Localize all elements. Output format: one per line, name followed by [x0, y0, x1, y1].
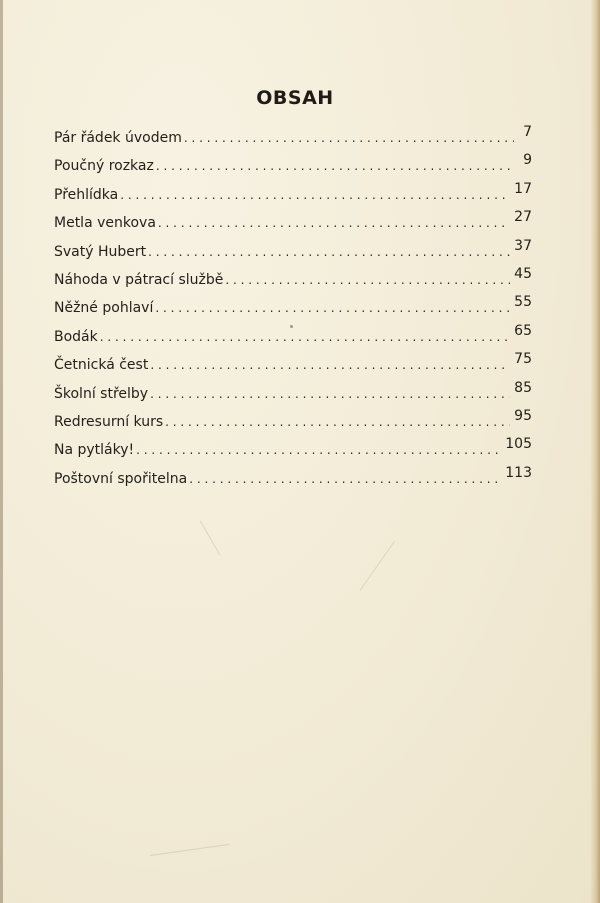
toc-entry-page-number: 113 — [505, 464, 532, 481]
toc-dot-leader — [184, 124, 514, 152]
toc-entry-title: Metla venkova — [54, 215, 156, 232]
toc-entry — [54, 436, 532, 464]
page-right-edge — [590, 0, 600, 903]
toc-dot-leader — [148, 238, 510, 266]
toc-entry — [54, 238, 532, 266]
page-title: OBSAH — [256, 86, 334, 109]
toc-dot-leader — [189, 465, 501, 493]
toc-entry — [54, 408, 532, 436]
toc-entry — [54, 465, 532, 493]
toc-entry — [54, 380, 532, 408]
toc-entry — [54, 266, 532, 294]
toc-entry — [54, 323, 532, 351]
toc-entry-title: Náhoda v pátrací službě — [54, 271, 224, 288]
toc-entry-title: Pár řádek úvodem — [54, 130, 182, 146]
toc-dot-leader — [136, 436, 501, 464]
toc-entry-title: Svatý Hubert — [54, 243, 147, 260]
toc-entry — [54, 209, 532, 237]
toc-entry-title: Poštovní spořitelna — [54, 470, 188, 487]
toc-entry-page-number: 17 — [514, 180, 532, 197]
toc-entry-page-number: 105 — [505, 436, 532, 453]
paper-scratch — [150, 844, 229, 856]
toc-entry-title: Četnická čest — [54, 357, 149, 374]
toc-dot-leader — [156, 152, 514, 180]
toc-dot-leader — [165, 408, 510, 436]
toc-entry-page-number: 55 — [514, 294, 532, 311]
toc-entry-page-number: 95 — [514, 407, 532, 424]
toc-entry-title: Poučný rozkaz — [54, 158, 154, 175]
table-of-contents — [54, 124, 532, 493]
toc-entry-title: Přehlídka — [54, 186, 119, 203]
toc-entry-page-number: 7 — [523, 124, 532, 140]
toc-entry-title: Na pytláky! — [54, 442, 135, 459]
toc-entry-title: Školní střelby — [54, 385, 149, 402]
paper-scratch — [200, 520, 221, 555]
toc-entry — [54, 124, 532, 152]
page-left-edge — [0, 0, 3, 903]
toc-dot-leader — [158, 209, 510, 237]
toc-dot-leader — [225, 266, 510, 294]
toc-entry-title: Bodák — [54, 328, 98, 345]
toc-dot-leader — [150, 351, 510, 379]
toc-entry — [54, 181, 532, 209]
paper-scratch — [360, 541, 395, 591]
toc-entry-page-number: 85 — [514, 379, 532, 396]
toc-entry — [54, 294, 532, 322]
toc-dot-leader — [100, 323, 510, 351]
toc-entry-page-number: 75 — [514, 351, 532, 368]
toc-dot-leader — [120, 181, 510, 209]
toc-dot-leader — [155, 294, 510, 322]
toc-entry-page-number: 9 — [523, 152, 532, 169]
toc-entry — [54, 351, 532, 379]
toc-entry-page-number: 45 — [514, 265, 532, 282]
toc-entry-page-number: 37 — [514, 237, 532, 254]
toc-dot-leader — [150, 380, 510, 408]
toc-entry — [54, 152, 532, 180]
toc-entry-title: Redresurní kurs — [54, 413, 164, 430]
toc-entry-page-number: 65 — [514, 322, 532, 339]
toc-entry-page-number: 27 — [514, 209, 532, 226]
toc-entry-title: Něžné pohlaví — [54, 300, 154, 317]
